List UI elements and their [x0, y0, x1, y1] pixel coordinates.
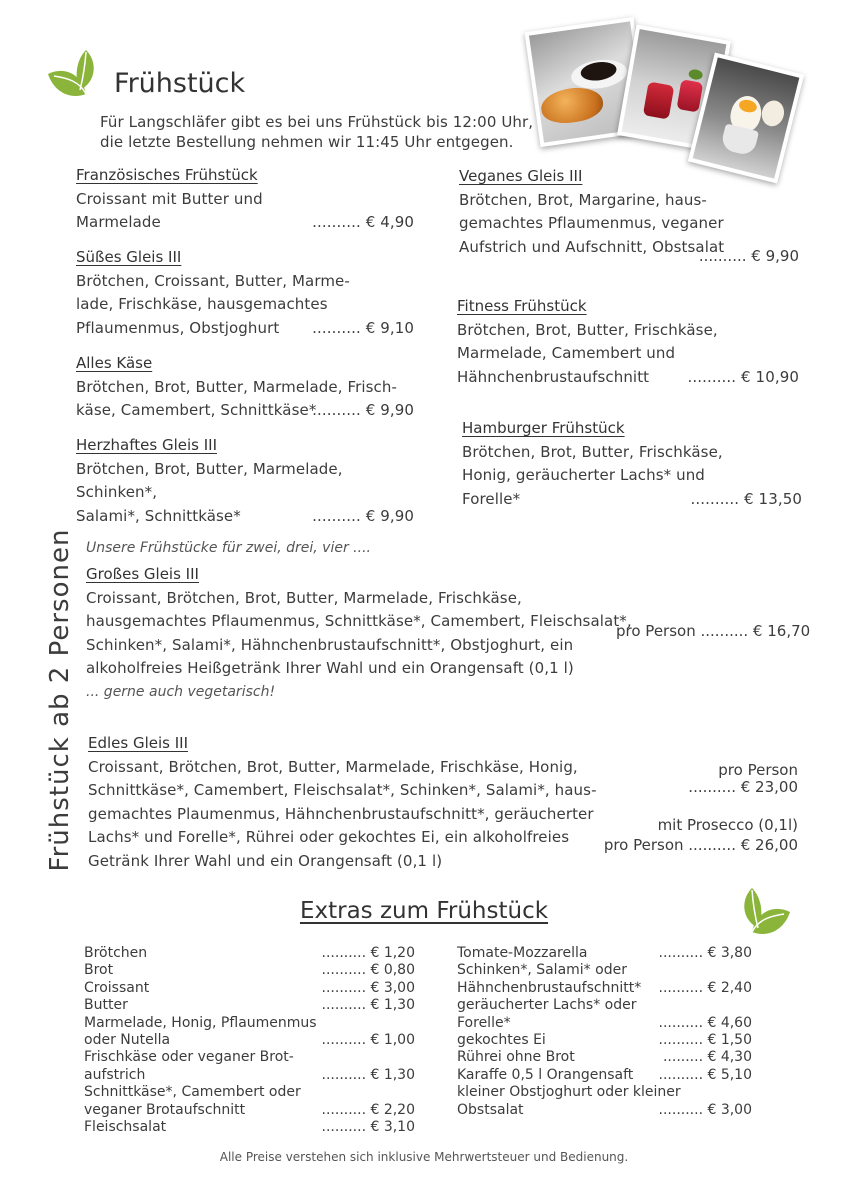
extra-price: .......... € 2,20	[321, 1101, 415, 1118]
item-alles-kaese: Alles Käse Brötchen, Brot, Butter, Marmelade, Frisch- käse, Camembert, Schnittkäse* .......... € 9,90	[76, 352, 420, 423]
extra-item: Karaffe 0,5 l Orangensaft .......... € 5,10	[457, 1066, 752, 1083]
item-vegan: Veganes Gleis III Brötchen, Brot, Margarine, haus- gemachtes Pflaumenmus, veganer Aufstrich und Aufschnitt, Obstsalat .......... € 9,90	[459, 165, 805, 259]
group-tagline: Unsere Frühstücke für zwei, drei, vier ....	[86, 540, 371, 556]
item-price: pro Person .......... € 16,70	[616, 622, 811, 640]
extra-price: .......... € 3,10	[321, 1119, 415, 1136]
extras-title-wrap	[0, 898, 848, 924]
extra-price: .......... € 3,80	[658, 945, 752, 961]
extra-item: Schnittkäse*, Camembert oder veganer Brotaufschnitt .......... € 2,20	[84, 1084, 415, 1118]
extra-item: Schinken*, Salami* oder Hähnchenbrustaufschnitt* .......... € 2,40	[457, 962, 752, 996]
extra-item: gekochtes Ei .......... € 1,50	[457, 1032, 752, 1049]
item-suesses: Süßes Gleis III Brötchen, Croissant, Butter, Marme- lade, Frischkäse, hausgemachtes Pflaumenmus, Obstjoghurt .......... € 9,10	[76, 246, 420, 340]
prosecco-label: mit Prosecco (0,1l)	[657, 816, 798, 834]
extra-item: kleiner Obstjoghurt oder kleiner Obstsalat .......... € 3,00	[457, 1084, 752, 1118]
item-price: .......... € 23,00	[688, 778, 798, 796]
item-price: pro Person .......... € 26,00	[603, 836, 798, 854]
item-title: Großes Gleis III	[86, 565, 199, 583]
item-title: Alles Käse	[76, 354, 153, 372]
item-title: Süßes Gleis III	[76, 248, 182, 266]
extra-item: geräucherter Lachs* oder Forelle* .......... € 4,60	[457, 997, 752, 1031]
item-hamburger: Hamburger Frühstück Brötchen, Brot, Butter, Frischkäse, Honig, geräucherter Lachs* und Forelle* .......... € 13,50	[462, 417, 804, 511]
extra-item: Butter .......... € 1,30	[84, 997, 415, 1014]
extra-price: .......... € 3,00	[658, 1101, 752, 1118]
extra-item: Marmelade, Honig, Pflaumenmus oder Nutella .......... € 1,00	[84, 1014, 415, 1049]
item-title: Hamburger Frühstück	[462, 419, 625, 437]
extra-price: .......... € 3,00	[321, 979, 415, 996]
item-price: .......... € 10,90	[687, 367, 799, 386]
extra-price: ......... € 4,30	[662, 1049, 752, 1066]
item-herzhaft: Herzhaftes Gleis III Brötchen, Brot, Butter, Marmelade, Schinken*, Salami*, Schnittkäse* .......... € 9,90	[76, 434, 420, 528]
footer-note: Alle Preise verstehen sich inklusive Mehrwertsteuer und Bedienung.	[219, 1150, 629, 1164]
extra-item: Frischkäse oder veganer Brot- aufstrich .......... € 1,30	[84, 1049, 415, 1083]
extra-price: .......... € 1,20	[321, 945, 415, 961]
item-title: Veganes Gleis III	[459, 167, 583, 185]
item-grosses: Großes Gleis III Croissant, Brötchen, Brot, Butter, Marmelade, Frischkäse, hausgemachtes Pflaumenmus, Schnittkäse*, Camembert, Fleischsalat*, Schinken*, Salami*, Hähnchenbrustaufschnitt*, Obstjoghurt, ein alkoholfreies Heißgetränk Ihrer Wahl und ein Orangensaft (0,1 l) ... gerne auch vegetarisch! pro Person .......... € 16,70	[86, 563, 806, 704]
extra-price: .......... € 1,50	[658, 1032, 752, 1049]
intro-text: Für Langschläfer gibt es bei uns Frühstück bis 12:00 Uhr, die letzte Bestellung nehmen wir 11:45 Uhr entgegen.	[100, 113, 534, 151]
item-franzoesisch: Französisches Frühstück Croissant mit Butter und Marmelade .......... € 4,90	[76, 164, 420, 235]
leaf-icon	[738, 886, 792, 944]
price-label: pro Person	[718, 761, 798, 779]
extras-right-list	[457, 945, 754, 1119]
extra-item: Rührei ohne Brot ......... € 4,30	[457, 1049, 752, 1066]
edles-price-block	[688, 762, 798, 796]
page-title: Frühstück	[114, 68, 246, 99]
extra-price: .......... € 2,40	[658, 979, 752, 996]
item-price: .......... € 9,90	[312, 506, 414, 525]
extras-title: Extras zum Frühstück	[299, 898, 549, 924]
item-title: Edles Gleis III	[88, 734, 189, 752]
extra-price: .......... € 1,30	[321, 997, 415, 1014]
item-price: .......... € 9,10	[312, 318, 414, 337]
item-title: Französisches Frühstück	[76, 166, 258, 184]
item-title: Herzhaftes Gleis III	[76, 436, 217, 454]
item-price: .......... € 4,90	[312, 213, 414, 231]
item-fitness: Fitness Frühstück Brötchen, Brot, Butter, Frischkäse, Marmelade, Camembert und Hähnchenbrustaufschnitt .......... € 10,90	[457, 295, 803, 389]
extra-price: .......... € 1,30	[321, 1066, 415, 1083]
extra-price: .......... € 4,60	[658, 1014, 752, 1031]
extra-item: Brötchen .......... € 1,20	[84, 945, 415, 961]
extra-price: .......... € 5,10	[658, 1066, 752, 1083]
edles-prosecco-block	[604, 815, 798, 855]
item-price: .......... € 9,90	[698, 247, 799, 265]
vegetarian-note: ... gerne auch vegetarisch!	[86, 683, 276, 700]
extra-price: .......... € 1,00	[321, 1032, 415, 1049]
group-side-label: Frühstück ab 2 Personen	[45, 528, 75, 872]
extras-left-list	[84, 945, 417, 1136]
leaf-icon	[46, 48, 100, 106]
item-edles: Edles Gleis III Croissant, Brötchen, Brot, Butter, Marmelade, Frischkäse, Honig, Schnittkäse*, Camembert, Fleischsalat*, Schinken*, Salami*, haus- gemachtes Plaumenmus, Hähnchenbrustaufschnitt*, geräucherter Lachs* und Forelle*, Rührei oder gekochtes Ei, ein alkoholfreies Getränk Ihrer Wahl und ein Orangensaft (0,1 l) pro Person .......... € 23,00 mit Prosecco (0,1l) pro Person .......... € 26,00	[88, 734, 798, 870]
extra-item: Tomate-Mozzarella .......... € 3,80	[457, 945, 752, 961]
extra-item: Fleischsalat .......... € 3,10	[84, 1119, 415, 1136]
extra-price: .......... € 0,80	[321, 962, 415, 979]
extra-item: Brot .......... € 0,80	[84, 962, 415, 979]
item-price: .......... € 13,50	[690, 489, 802, 508]
item-price: .......... € 9,90	[312, 401, 414, 419]
item-title: Fitness Frühstück	[457, 297, 587, 315]
extra-item: Croissant .......... € 3,00	[84, 979, 415, 996]
